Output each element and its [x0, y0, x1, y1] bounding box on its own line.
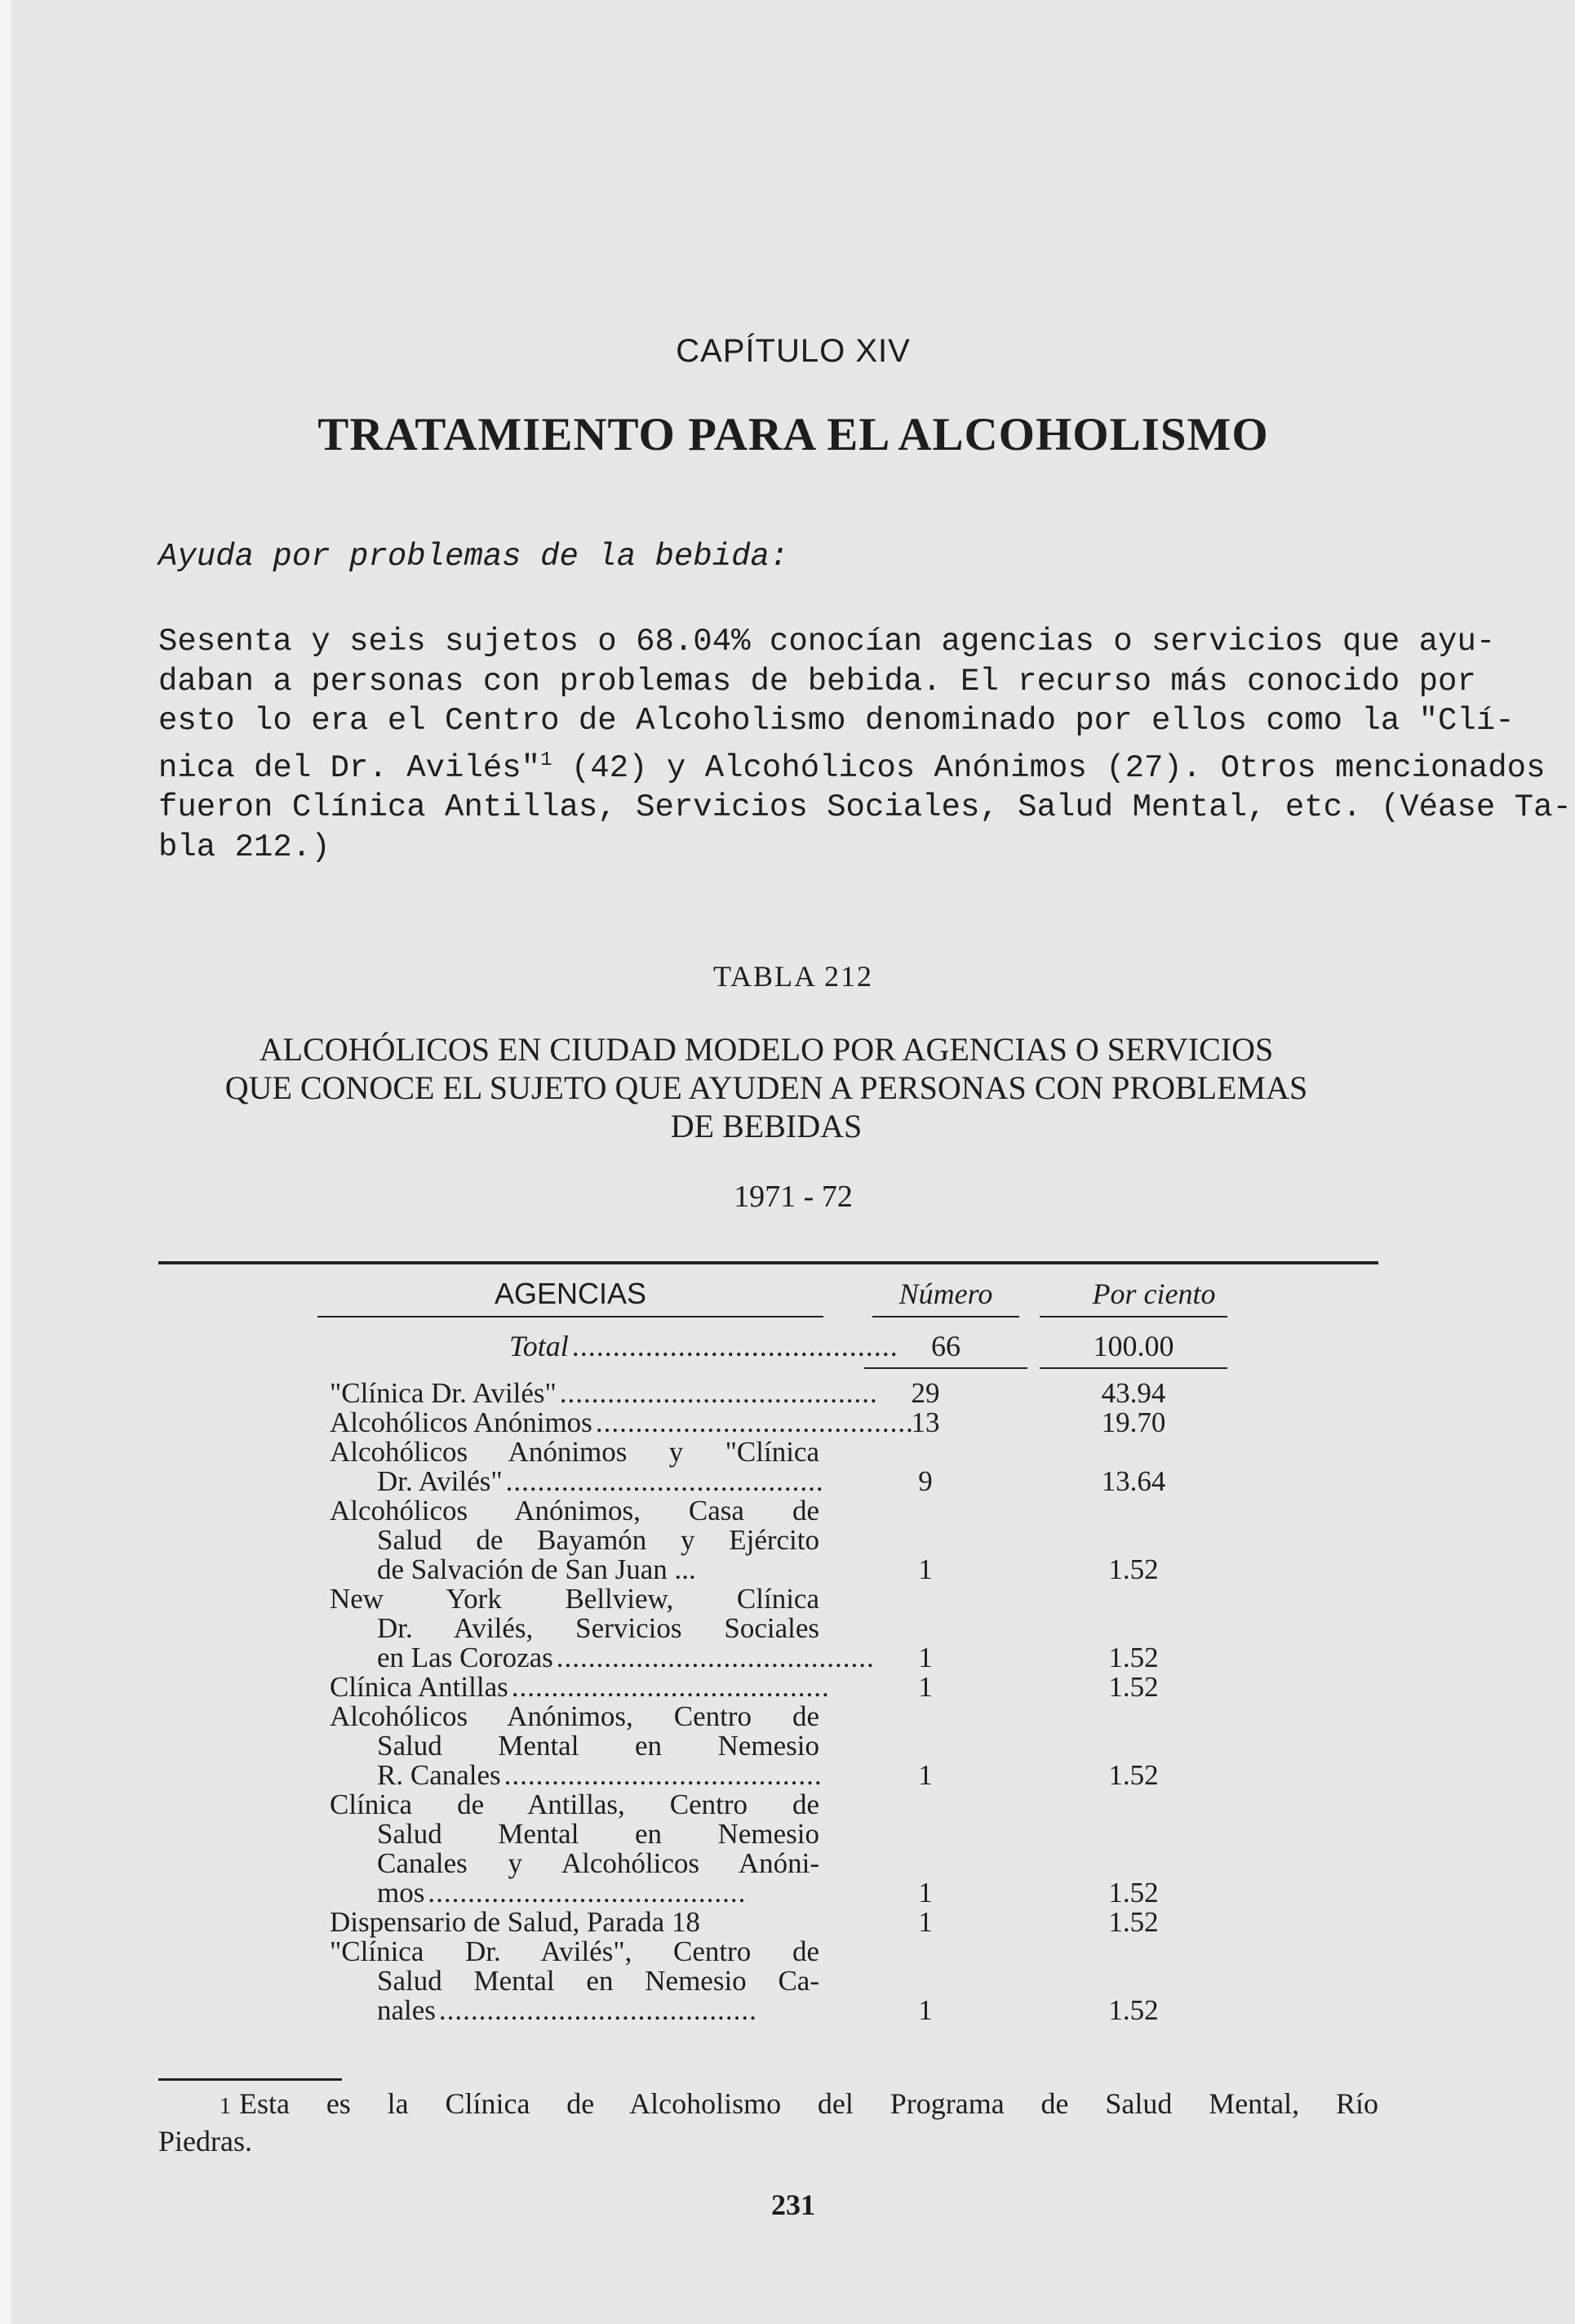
table-row	[330, 1584, 1309, 1673]
chapter-heading: CAPÍTULO XIV	[676, 333, 911, 369]
cell-number: 13	[911, 1406, 940, 1438]
cell-percent: 1.52	[1108, 1642, 1159, 1673]
cell-percent: 1.52	[1108, 1906, 1159, 1938]
paragraph-line	[158, 741, 1546, 789]
table-row	[330, 1937, 1309, 2025]
cell-number: 1	[918, 1994, 933, 2026]
agency-text: Salud de Bayamón y Ejército	[377, 1524, 819, 1556]
agency-text: nales	[377, 1994, 436, 2026]
cell-number: 1	[918, 1877, 933, 1909]
leader-dots: ........................................	[595, 1406, 914, 1438]
cell-percent: 1.52	[1108, 1553, 1159, 1585]
paragraph-line: bla 212.)	[158, 829, 331, 865]
total-percent: 100.00	[1093, 1330, 1174, 1362]
total-label: Total	[509, 1330, 569, 1362]
agency-text: de Salvación de San Juan ...	[377, 1553, 696, 1585]
agency-text: Salud Mental en Nemesio Ca-	[377, 1965, 819, 1997]
agency-text: R. Canales	[377, 1759, 501, 1791]
agency-text: Clínica de Antillas, Centro de	[330, 1789, 819, 1820]
table-body	[330, 1379, 1309, 2025]
cell-percent: 19.70	[1101, 1406, 1166, 1438]
agency-text: Alcohólicos Anónimos, Casa de	[330, 1495, 819, 1526]
paragraph-text: (42) y Alcohólicos Anónimos (27). Otros mencionados	[552, 749, 1546, 786]
leader-dots: ........................................	[559, 1377, 878, 1409]
cell-number: 1	[918, 1553, 933, 1585]
cell-percent: 1.52	[1108, 1671, 1159, 1703]
cell-percent: 13.64	[1101, 1465, 1166, 1497]
cell-number: 9	[918, 1465, 933, 1497]
agency-text: Canales y Alcohólicos Anóni-	[377, 1847, 819, 1879]
section-subheading: Ayuda por problemas de la bebida:	[158, 539, 789, 575]
footnote-marker: 1	[220, 2094, 231, 2119]
agency-text: "Clínica Dr. Avilés", Centro de	[330, 1935, 819, 1967]
paragraph-line: esto lo era el Centro de Alcoholismo denominado por ellos como la "Clí-	[158, 703, 1515, 739]
agency-text: "Clínica Dr. Avilés"	[330, 1377, 557, 1409]
footnote-reference: 1	[540, 749, 552, 771]
agency-text: Alcohólicos Anónimos, Centro de	[330, 1700, 819, 1732]
cell-number: 1	[918, 1642, 933, 1673]
agency-text: Salud Mental en Nemesio	[377, 1818, 819, 1850]
leader-dots: ........................................	[504, 1759, 823, 1791]
paragraph-line: fueron Clínica Antillas, Servicios Sociales, Salud Mental, etc. (Véase Ta-	[158, 789, 1572, 825]
agency-text: mos	[377, 1877, 425, 1909]
agency-text: New York Bellview, Clínica	[330, 1583, 819, 1615]
footnote-rule	[158, 2078, 342, 2081]
agency-text: en Las Corozas	[377, 1642, 553, 1673]
table-year: 1971 - 72	[734, 1180, 853, 1214]
table-row	[330, 1408, 1309, 1438]
cell-number: 1	[918, 1759, 933, 1791]
header-underline-percent	[1040, 1316, 1227, 1318]
column-header-percent: Por ciento	[1092, 1278, 1216, 1310]
cell-number: 29	[911, 1377, 940, 1409]
table-title-line: QUE CONOCE EL SUJETO QUE AYUDEN A PERSONAS CON PROBLEMAS	[224, 1069, 1308, 1106]
total-row-label	[509, 1329, 898, 1363]
cell-percent: 43.94	[1101, 1377, 1166, 1409]
total-underline-number	[864, 1367, 1027, 1369]
leader-dots: ........................................	[556, 1642, 875, 1673]
footnote	[158, 2086, 1378, 2158]
agency-text: Dispensario de Salud, Parada 18	[330, 1906, 700, 1938]
footnote-line: Piedras.	[158, 2125, 252, 2157]
chapter-title: TRATAMIENTO PARA EL ALCOHOLISMO	[317, 409, 1269, 460]
table-row	[330, 1438, 1309, 1496]
leader-dots: ........................................	[511, 1671, 830, 1703]
agency-text: Clínica Antillas	[330, 1671, 508, 1703]
footnote-text: Esta es la Clínica de Alcoholismo del Programa de Salud Mental, Río	[239, 2087, 1378, 2120]
table-top-rule	[158, 1261, 1378, 1264]
table-label: TABLA 212	[712, 960, 874, 993]
leader-dots: ........................................	[571, 1330, 898, 1362]
paragraph-line: daban a personas con problemas de bebida. El recurso más conocido por	[158, 663, 1476, 700]
agency-text: Salud Mental en Nemesio	[377, 1730, 819, 1762]
paragraph-text: nica del Dr. Avilés"	[158, 749, 541, 786]
cell-percent: 1.52	[1108, 1994, 1159, 2026]
agency-text: Alcohólicos Anónimos y "Clínica	[330, 1436, 819, 1468]
leader-dots: ........................................	[428, 1877, 747, 1909]
cell-percent: 1.52	[1108, 1759, 1159, 1791]
table-title	[154, 1030, 1378, 1145]
header-underline-agencies	[317, 1316, 823, 1318]
table-title-line: ALCOHÓLICOS EN CIUDAD MODELO POR AGENCIAS O SERVICIOS	[259, 1031, 1274, 1068]
column-header-number: Número	[898, 1278, 993, 1310]
total-number: 66	[931, 1330, 961, 1362]
cell-number: 1	[918, 1671, 933, 1703]
page-number: 231	[771, 2188, 815, 2221]
table-row	[330, 1908, 1309, 1937]
leader-dots: ........................................	[505, 1465, 824, 1497]
body-paragraph	[158, 622, 1572, 867]
table-title-line: DE BEBIDAS	[670, 1108, 863, 1144]
cell-number: 1	[918, 1906, 933, 1938]
total-underline-percent	[1040, 1367, 1227, 1369]
footnote-line	[158, 2086, 1378, 2124]
table-row	[330, 1790, 1309, 1908]
table-row	[330, 1702, 1309, 1790]
column-header-agencies: AGENCIAS	[494, 1277, 647, 1310]
cell-percent: 1.52	[1108, 1877, 1159, 1909]
agency-text: Dr. Avilés"	[377, 1465, 503, 1497]
header-underline-number	[872, 1316, 1019, 1318]
table-row	[330, 1496, 1309, 1584]
agency-text: Alcohólicos Anónimos	[330, 1406, 592, 1438]
paragraph-line: Sesenta y seis sujetos o 68.04% conocían agencias o servicios que ayu-	[158, 624, 1496, 660]
agency-text: Dr. Avilés, Servicios Sociales	[377, 1612, 819, 1644]
leader-dots: ........................................	[438, 1994, 757, 2026]
table-row	[330, 1379, 1309, 1408]
table-row	[330, 1673, 1309, 1702]
